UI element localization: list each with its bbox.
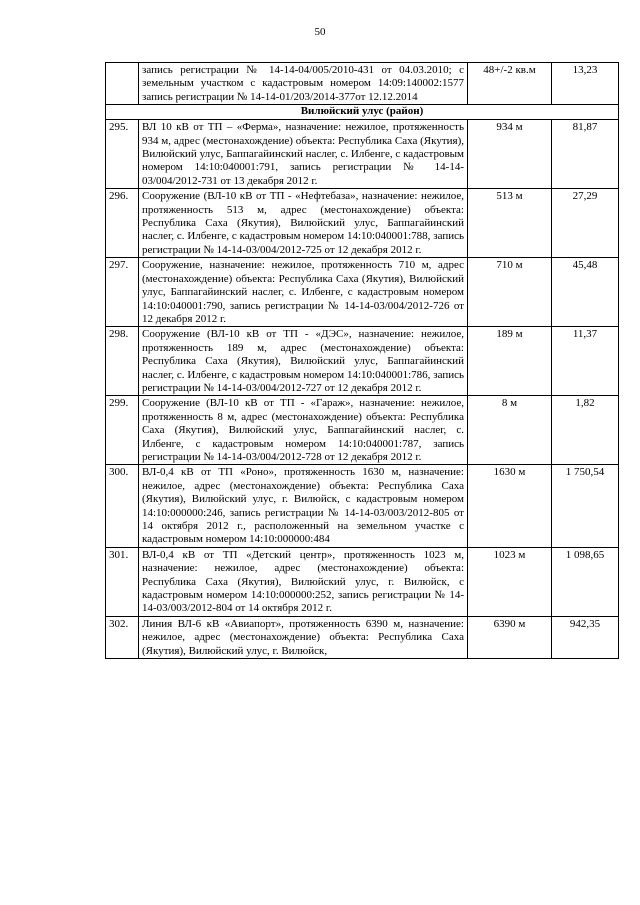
table-row	[106, 189, 619, 258]
row-description: ВЛ-0,4 кВ от ТП «Роно», протяженность 1630 м, назначение: нежилое, адрес (местонахождение) объекта: Республика Саха (Якутия), Вилюйский улус, г. Вилюйск, с кадастровым номером 14:10:000000:246, запись регистрации № 14-14-03/003/2012-805 от 14 октября 2012 г., расположенный на земельном участке с кадастровым номером 14:10:000000:484	[139, 465, 468, 547]
row-value: 27,29	[552, 189, 619, 258]
row-value: 81,87	[552, 120, 619, 189]
row-length: 1630 м	[468, 465, 552, 547]
table-row	[106, 465, 619, 547]
row-description: Сооружение (ВЛ-10 кВ от ТП - «Гараж», назначение: нежилое, протяженность 8 м, адрес (местонахождение) объекта: Республика Саха (Якутия), Вилюйский улус, Баппагайинский наслег, с. Илбенге, с кадастровым номером 14:10:040001:787, запись регистрации № 14-14-03/004/2012-728 от 12 декабря 2012 г.	[139, 396, 468, 465]
table-row	[106, 120, 619, 189]
row-number: 296.	[106, 189, 139, 258]
row-length: 934 м	[468, 120, 552, 189]
row-value: 1,82	[552, 396, 619, 465]
table-row	[106, 616, 619, 658]
table-row	[106, 547, 619, 616]
row-description: ВЛ 10 кВ от ТП – «Ферма», назначение: нежилое, протяженность 934 м, адрес (местонахождение) объекта: Республика Саха (Якутия), Вилюйский улус, Баппагайинский наслег, с. Илбенге, с кадастровым номером 14:10:040001:791, запись регистрации № 14-14-03/004/2012-731 от 13 декабря 2012 г.	[139, 120, 468, 189]
row-value: 942,35	[552, 616, 619, 658]
table-row	[106, 327, 619, 396]
row-length: 6390 м	[468, 616, 552, 658]
row-number: 297.	[106, 258, 139, 327]
row-description: запись регистрации № 14-14-04/005/2010-431 от 04.03.2010; с земельным участком с кадастровым номером 14:09:140002:1577 запись регистрации № 14-14-01/203/2014-377от 12.12.2014	[139, 63, 468, 105]
row-length: 513 м	[468, 189, 552, 258]
row-value: 1 098,65	[552, 547, 619, 616]
row-description: Сооружение, назначение: нежилое, протяженность 710 м, адрес (местонахождение) объекта: Республика Саха (Якутия), Вилюйский улус, Баппагайинский наслег, с. Илбенге, с кадастровым номером 14:10:040001:790, запись регистрации № 14-14-03/004/2012-726 от 12 декабря 2012 г.	[139, 258, 468, 327]
table-row	[106, 396, 619, 465]
row-number: 299.	[106, 396, 139, 465]
table-row	[106, 258, 619, 327]
row-number: 295.	[106, 120, 139, 189]
row-length: 189 м	[468, 327, 552, 396]
row-description: Сооружение (ВЛ-10 кВ от ТП - «ДЭС», назначение: нежилое, протяженность 189 м, адрес (местонахождение) объекта: Республика Саха (Якутия), Вилюйский улус, Баппагайинский наслег, с. Илбенге, с кадастровым номером 14:10:040001:786, запись регистрации № 14-14-03/004/2012-727 от 12 декабря 2012 г.	[139, 327, 468, 396]
row-value: 13,23	[552, 63, 619, 105]
row-value: 45,48	[552, 258, 619, 327]
table-row-continued	[106, 63, 619, 105]
row-description: Сооружение (ВЛ-10 кВ от ТП - «Нефтебаза», назначение: нежилое, протяженность 513 м, адрес (местонахождение) объекта: Республика Саха (Якутия), Вилюйский улус, Баппагайинский наслег, с. Илбенге, с кадастровым номером 14:10:040001:788, запись регистрации № 14-14-03/004/2012-725 от 12 декабря 2012 г.	[139, 189, 468, 258]
row-length: 8 м	[468, 396, 552, 465]
row-length: 710 м	[468, 258, 552, 327]
row-value: 11,37	[552, 327, 619, 396]
row-length: 1023 м	[468, 547, 552, 616]
property-register-table	[105, 62, 619, 659]
row-number	[106, 63, 139, 105]
row-length: 48+/-2 кв.м	[468, 63, 552, 105]
row-number: 302.	[106, 616, 139, 658]
row-number: 300.	[106, 465, 139, 547]
page-number: 50	[314, 26, 326, 38]
row-description: Линия ВЛ-6 кВ «Авиапорт», протяженность 6390 м, назначение: нежилое, адрес (местонахождение) объекта: Республика Саха (Якутия), Вилюйский улус, г. Вилюйск,	[139, 616, 468, 658]
row-description: ВЛ-0,4 кВ от ТП «Детский центр», протяженность 1023 м, назначение: нежилое, адрес (местонахождение) объекта: Республика Саха (Якутия), Вилюйский улус, г. Вилюйск, с кадастровым номером 14:10:000000:252, запись регистрации № 14-14-03/003/2012-804 от 14 октября 2012 г.	[139, 547, 468, 616]
row-value: 1 750,54	[552, 465, 619, 547]
row-number: 298.	[106, 327, 139, 396]
row-number: 301.	[106, 547, 139, 616]
section-header-row	[106, 105, 619, 120]
section-title: Вилюйский улус (район)	[106, 105, 619, 120]
